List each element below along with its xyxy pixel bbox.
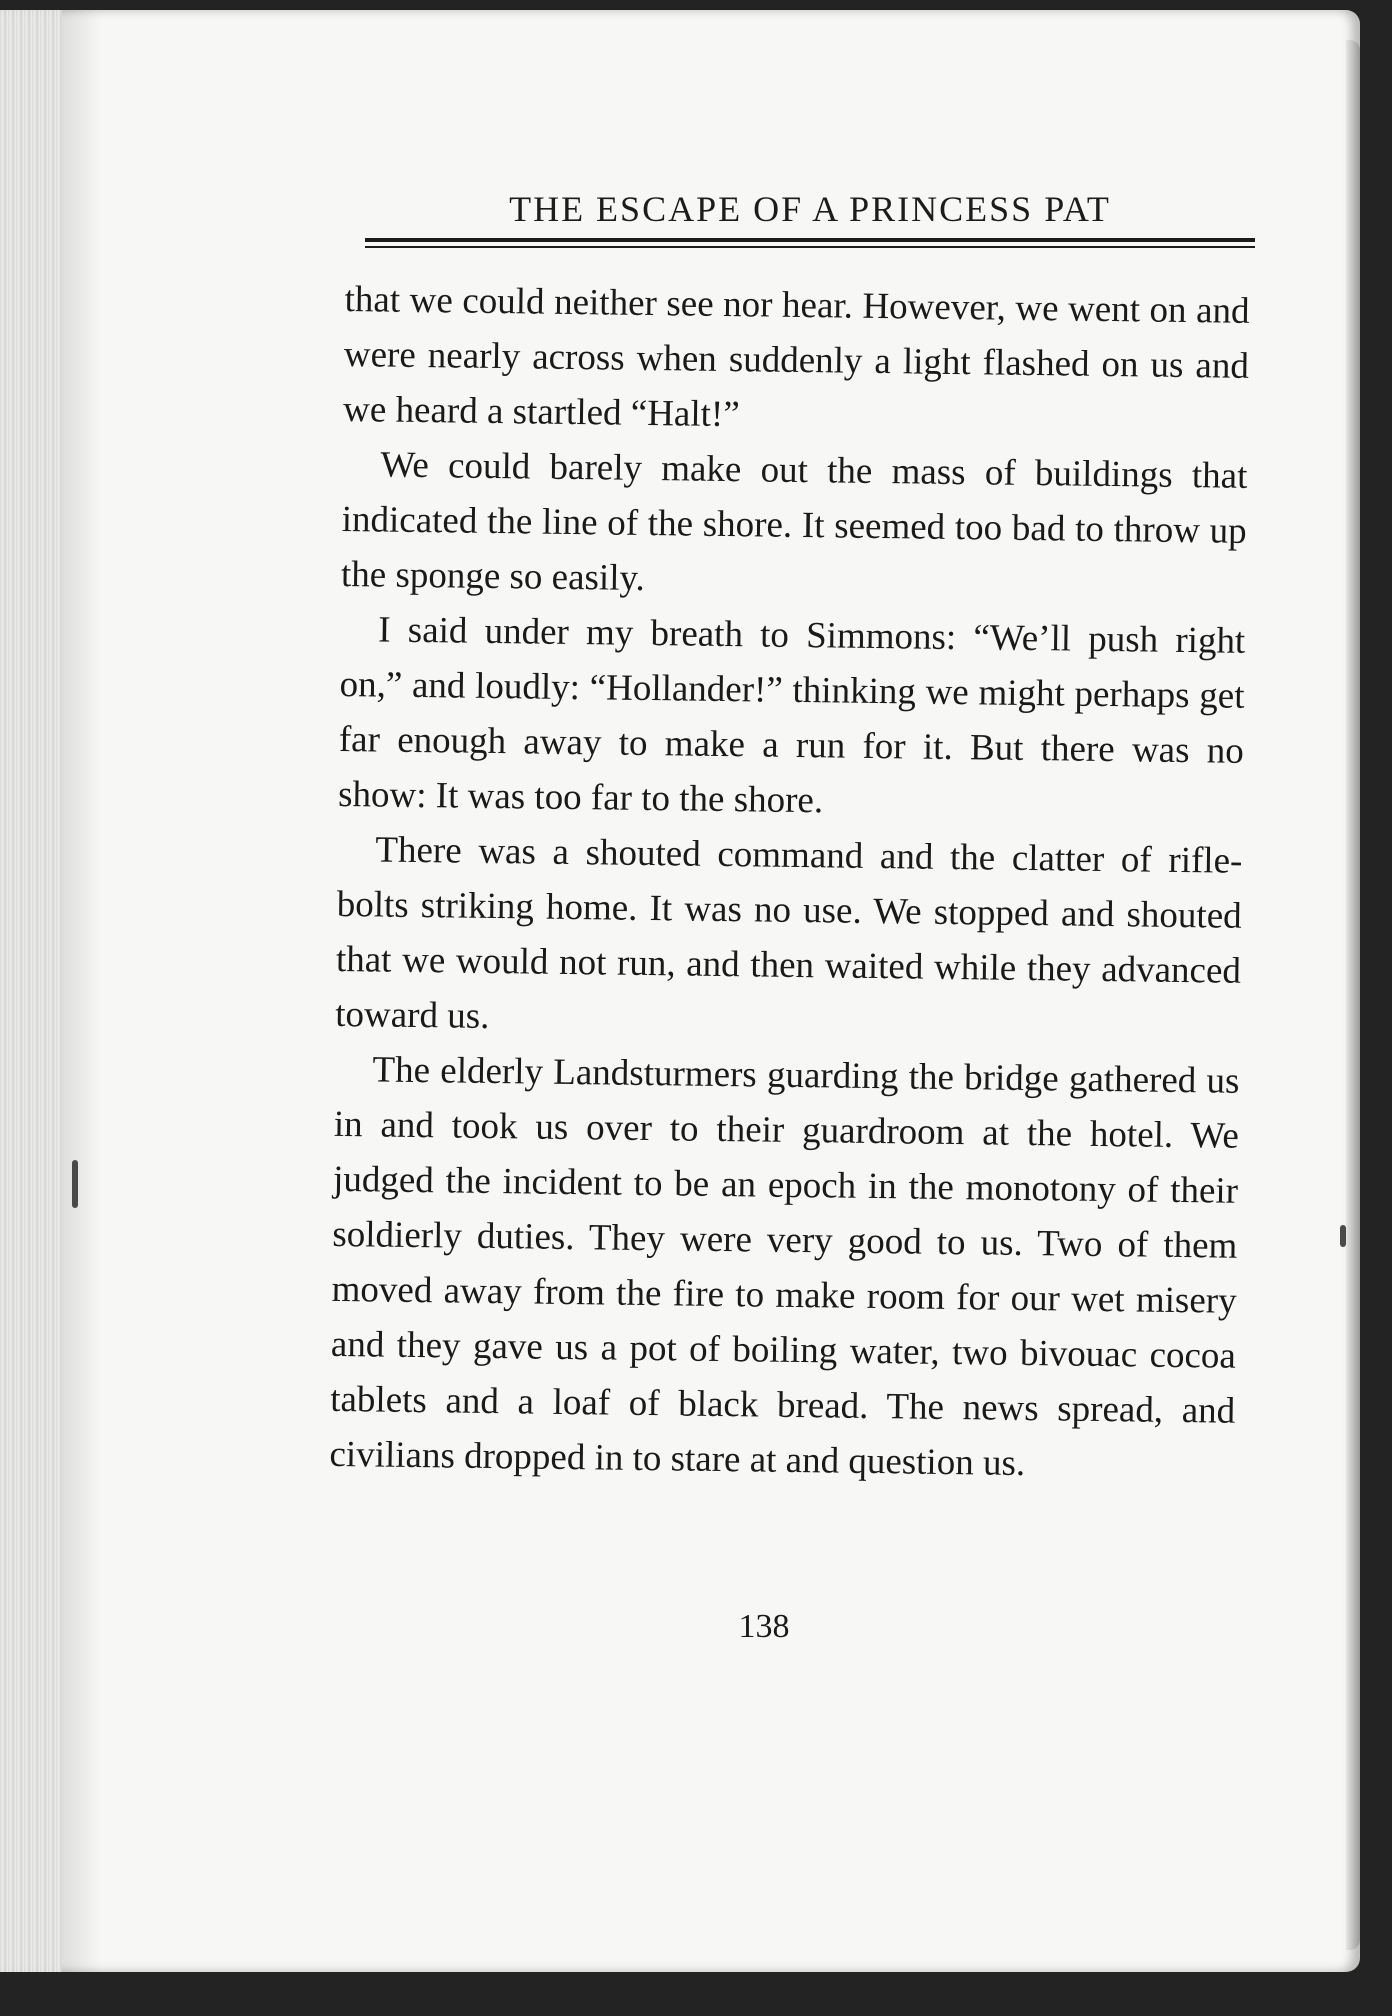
- header-rule-thick: [365, 238, 1255, 242]
- paragraph: I said under my breath to Simmons: “We’ll push right on,” and loudly: “Hollander!” thinking we might perhaps get far enough away to make a run for it. But there was no show: It was too far to the shore.: [337, 609, 1246, 822]
- running-header: [365, 188, 1255, 248]
- page-number: 138: [738, 1608, 790, 1645]
- page-sheet: [0, 10, 1360, 1972]
- running-title: THE ESCAPE OF A PRINCESS PAT: [509, 189, 1111, 229]
- margin-mark-left: [72, 1160, 78, 1208]
- book-gutter: [0, 10, 62, 1972]
- paragraph: We could barely make out the mass of buildings that indicated the line of the shore. It seemed too bad to throw up the sponge so easily.: [340, 444, 1248, 599]
- header-rule-thin: [365, 246, 1255, 248]
- paragraph: There was a shouted command and the clatter of rifle-bolts striking home. It was no use. We stopped and shouted that we would not run, and then waited while they advanced toward us.: [335, 829, 1243, 1037]
- body-text: [329, 272, 1250, 1494]
- paragraph: The elderly Landsturmers guarding the bridge gathered us in and took us over to their guardroom at the hotel. We judged the incident to be an epoch in the monotony of their soldierly duties. They were very good to us. Two of them moved away from the fire to make room for our wet misery and they gave us a pot of boiling water, two bivouac cocoa tablets and a loaf of black bread. The news spread, and civilians dropped in to stare at and question us.: [329, 1049, 1240, 1485]
- paragraph-continued: that we could neither see nor hear. However, we went on and were nearly across when suddenly a light flashed on us and we heard a startled “Halt!”: [342, 278, 1250, 436]
- margin-mark-right: [1340, 1225, 1346, 1247]
- gutter-shadow: [62, 10, 102, 1972]
- page-edge: [1346, 40, 1360, 1950]
